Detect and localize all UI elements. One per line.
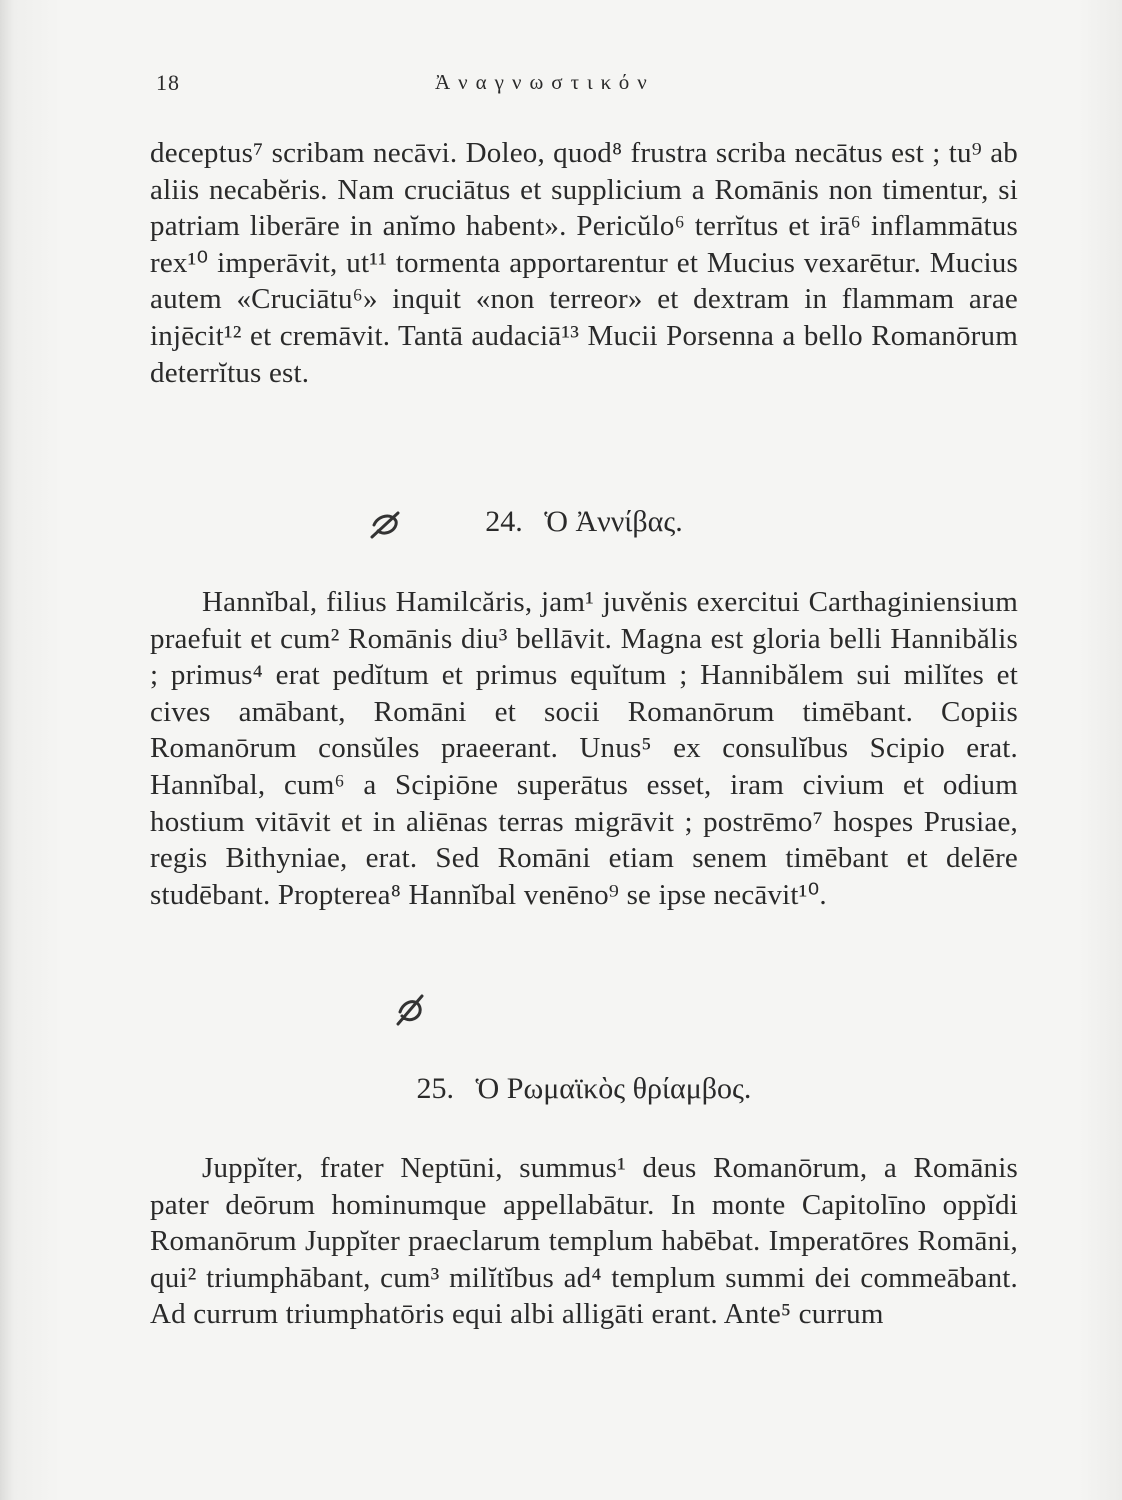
page-header xyxy=(150,70,1030,106)
section-24-body xyxy=(150,584,1018,913)
handwritten-check-mark-icon xyxy=(368,507,402,541)
passage-continued xyxy=(150,135,1018,391)
passage-continued-text: deceptus⁷ scribam necāvi. Doleo, quod⁸ frustra scriba necātus est ; tu⁹ ab aliis necabĕris. Nam cruciātus et supplicium a Romānis non timentur, si patriam liberāre in anĭmo habent». Pericŭlo⁶ terrĭtus et irā⁶ inflammātus rex¹⁰ imperāvit, ut¹¹ tormenta apportarentur et Mucius vexarētur. Mucius autem «Cruciātu⁶» inquit «non terreor» et dextram in flammam arae injēcit¹² et cremāvit. Tantā audaciā¹³ Mucii Porsenna a bello Romanōrum deterrĭtus est. xyxy=(150,137,1018,389)
running-title: Ἀναγνωστικόν xyxy=(435,70,655,94)
section-24-title: Ὁ Ἀννίβας. xyxy=(544,505,683,538)
section-25-body xyxy=(150,1150,1018,1333)
section-24-heading xyxy=(150,505,1018,539)
handwritten-check-mark-icon xyxy=(392,992,428,1028)
section-25-text: Juppĭter, frater Neptūni, summus¹ deus Romanōrum, a Romānis pater deōrum hominumque appellabātur. In monte Capitolīno oppĭdi Romanōrum Juppĭter praeclarum templum habēbat. Imperatōres Romāni, qui² triumphābant, cum³ milĭtĭbus ad⁴ templum summi dei commeābant. Ad currum triumphatōris equi albi alligāti erant. Ante⁵ currum xyxy=(150,1152,1018,1331)
section-25-heading xyxy=(150,1072,1018,1106)
section-24-number: 24. xyxy=(485,505,523,538)
page-number: 18 xyxy=(156,70,180,95)
section-25-title: Ὁ Ρωμαϊκὸς θρίαμβος. xyxy=(475,1072,752,1105)
section-24-text: Hannĭbal, filius Hamilcăris, jam¹ juvĕnis exercitui Carthaginiensium praefuit et cum² Romānis diu³ bellāvit. Magna est gloria belli Hannibălis ; primus⁴ erat pedĭtum et primus equĭtum ; Hannibălem sui milĭtes et cives amābant, Romāni et socii Romanōrum timēbant. Copiis Romanōrum consŭles praeerant. Unus⁵ ex consulĭbus Scipio erat. Hannĭbal, cum⁶ a Scipiōne superātus esset, iram civium et odium hostium vitāvit et in aliēnas terras migrāvit ; postrēmo⁷ hospes Prusiae, regis Bithyniae, erat. Sed Romāni etiam senem timēbant et delēre studēbant. Propterea⁸ Hannĭbal venēno⁹ se ipse necāvit¹⁰. xyxy=(150,586,1018,911)
section-25-number: 25. xyxy=(416,1072,455,1105)
